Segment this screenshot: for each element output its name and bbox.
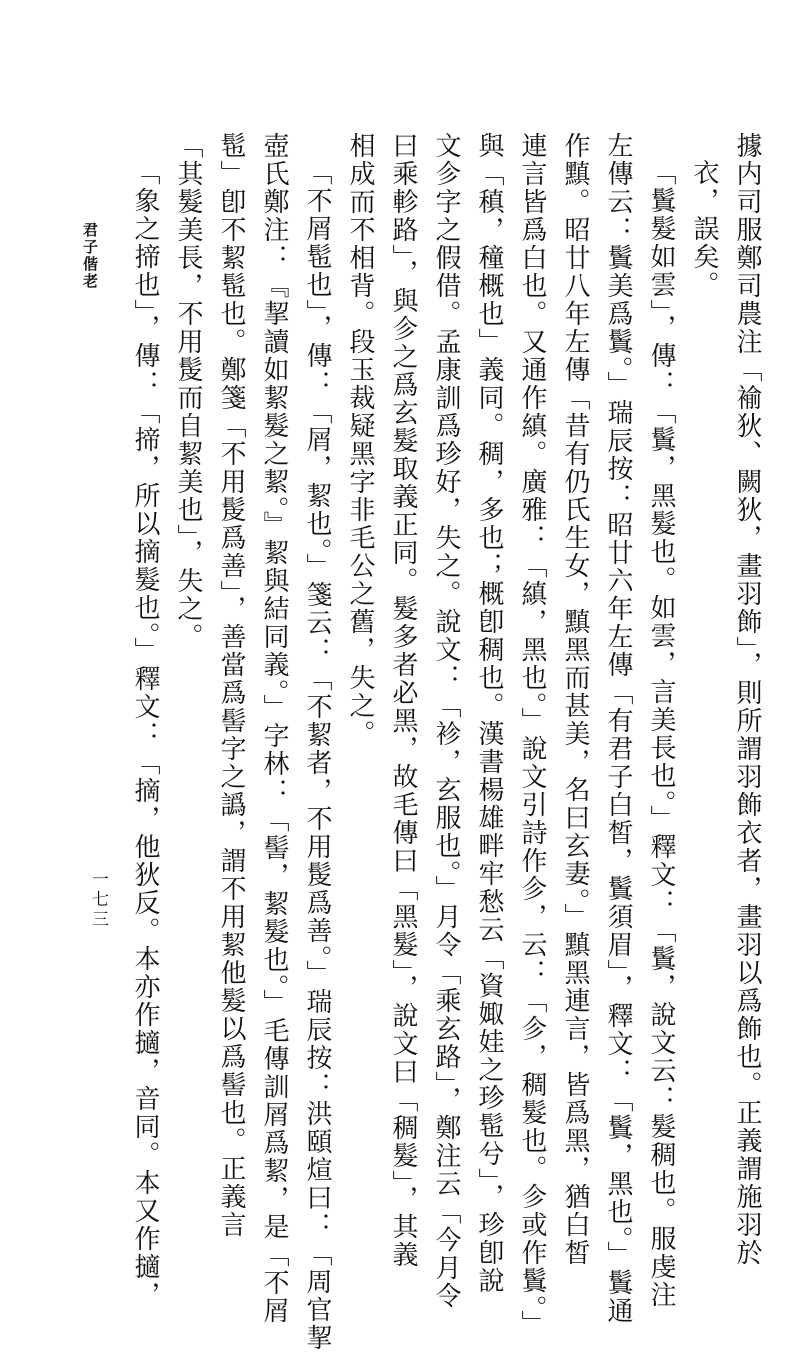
running-head: 君子偕老: [81, 222, 99, 290]
text-column: 作黰。昭廿八年左傳「昔有仍氏生女，黰黑而甚美，名曰玄妻。」黰黑連言，皆爲黑，猶白皙: [560, 132, 590, 1267]
text-column: 左傳云：鬒美爲鬒。」瑞辰按：昭廿六年左傳「有君子白皙，鬒須眉」，釋文：「鬒，黑也。」鬒通: [603, 132, 633, 1325]
text-column: 「不屑髢也」，傳：「屑，絜也。」箋云：「不絜者，不用髲爲善。」瑞辰按：洪頤煊曰：「周官挈: [302, 159, 332, 1352]
text-column: 「鬒髮如雲」，傳：「鬒，黑髮也。如雲，言美長也。」釋文：「鬒，說文云：髮稠也。服虔注: [646, 159, 676, 1309]
text-column: 相成而不相背。段玉裁疑黑字非毛公之舊，失之。: [345, 132, 375, 748]
text-column: 文㐱字之假借。孟康訓爲珍好，失之。說文：「袗，玄服也。」月令「乘玄路」，鄭注云「今月令: [431, 132, 461, 1310]
text-column: 「其髮美長，不用髲而自絜美也」，失之。: [173, 132, 203, 651]
text-column: 壺氏鄭注：『挈讀如絜髮之絜。』絜與結同義。」字林：「髻，絜髮也。」毛傳訓屑爲絜，是「不屑: [259, 132, 289, 1325]
text-column: 「象之揥也」，傳：「揥，所以摘髮也。」釋文：「摘，他狄反。本亦作擿，音同。本又作擿，: [130, 159, 160, 1309]
text-column: 曰乘軫路」，與㐱之爲玄髮取義正同。髮多者必黑，故毛傳曰「黑髮」，說文曰「稠髮」，其義: [388, 132, 418, 1269]
main-text-block: [120, 132, 768, 1352]
text-column: 衣，誤矣。: [689, 159, 719, 299]
text-column: 連言皆爲白也。又通作縝。廣雅：「縝，黑也。」說文引詩作㐱，云：「㐱，稠髮也。㐱或作鬒。」: [517, 132, 547, 1338]
text-column: 髢」卽不絜髢也。鄭箋「不用髲爲善」，善當爲髻字之譌，謂不用絜他髮以爲髻也。正義言: [216, 132, 246, 1239]
text-column: 與「稹，穜概也」義同。稠，多也；概卽稠也。漢書楊雄畔牢愁云「資娵娃之珍髢兮」，珍卽說: [474, 132, 504, 1295]
text-column: 據内司服鄭司農注「褕狄、闕狄，畫羽飾」，則所謂羽飾衣者，畫羽以爲飾也。正義謂施羽於: [732, 132, 762, 1267]
page-number: 一七三: [88, 870, 108, 930]
